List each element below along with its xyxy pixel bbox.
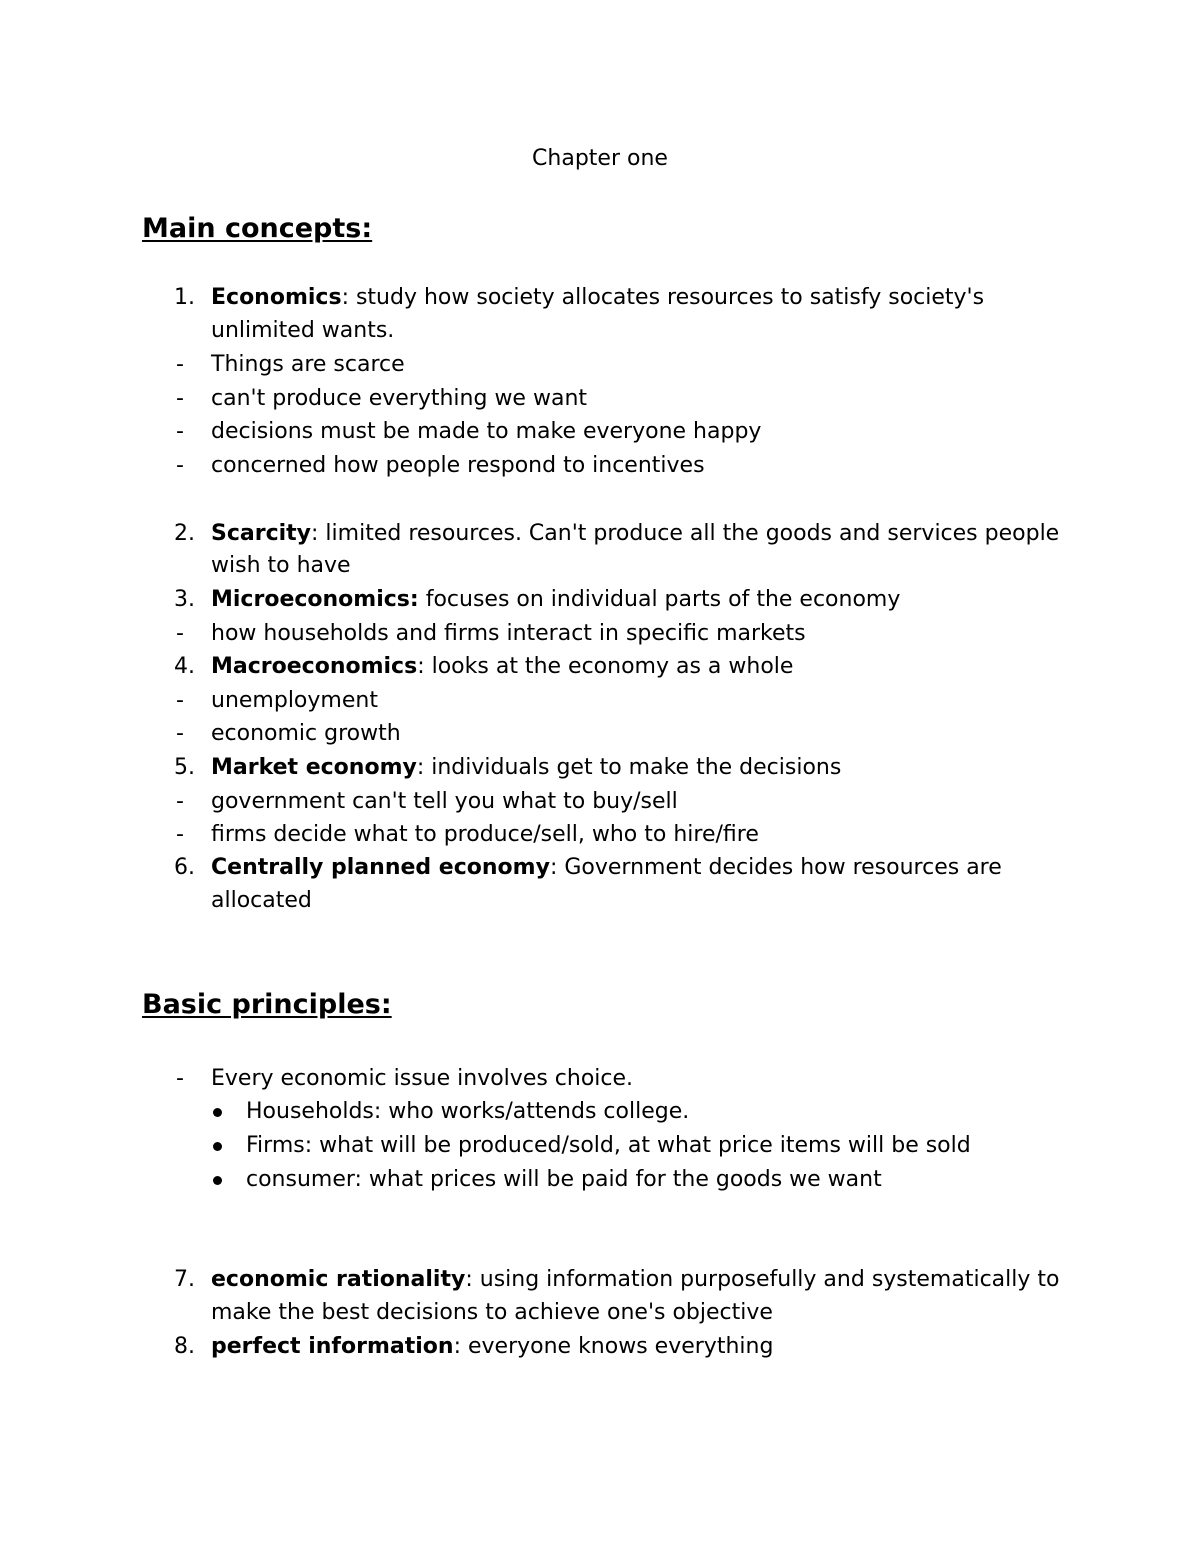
term-definition: : Government decides how resources are <box>549 855 1002 880</box>
list-item-economic-rationality <box>211 1265 1059 1295</box>
list-number: 2. <box>174 521 195 546</box>
list-item-centrally-planned <box>211 853 1002 883</box>
term-label: Market economy <box>211 755 417 780</box>
dash-marker: - <box>176 621 184 646</box>
dash-item: firms decide what to produce/sell, who to hire/fire <box>211 822 759 847</box>
bullet-dot-icon <box>213 1142 222 1151</box>
term-label: Macroeconomics <box>211 654 418 679</box>
dash-marker: - <box>176 822 184 847</box>
list-item-macroeconomics <box>211 652 793 682</box>
list-item-continuation: wish to have <box>211 553 351 578</box>
list-item-microeconomics <box>211 585 900 615</box>
list-item-economics <box>211 283 984 313</box>
term-label: economic rationality <box>211 1267 466 1292</box>
list-item-market-economy <box>211 753 841 783</box>
term-definition: : limited resources. Can't produce all the goods and services people <box>311 521 1060 546</box>
dash-item: government can't tell you what to buy/sell <box>211 789 678 814</box>
dash-item: Every economic issue involves choice. <box>211 1066 634 1091</box>
term-label: Microeconomics: <box>211 587 419 612</box>
dash-item: unemployment <box>211 688 378 713</box>
dash-item: how households and firms interact in specific markets <box>211 621 806 646</box>
dash-marker: - <box>176 453 184 478</box>
dash-item: can't produce everything we want <box>211 386 588 411</box>
document-title: Chapter one <box>532 146 668 171</box>
list-item-perfect-information <box>211 1332 773 1362</box>
term-label: Economics <box>211 285 342 310</box>
dash-marker: - <box>176 721 184 746</box>
dash-item: economic growth <box>211 721 401 746</box>
term-definition: : everyone knows everything <box>453 1334 774 1359</box>
list-number: 4. <box>174 654 195 679</box>
list-number: 1. <box>174 285 195 310</box>
dash-marker: - <box>176 386 184 411</box>
bullet-item: Households: who works/attends college. <box>246 1099 690 1124</box>
dash-marker: - <box>176 789 184 814</box>
list-number: 3. <box>174 587 195 612</box>
term-label: Scarcity <box>211 521 312 546</box>
list-item-scarcity <box>211 519 1059 549</box>
dash-item: Things are scarce <box>211 352 405 377</box>
term-label: perfect information <box>211 1334 454 1359</box>
dash-marker: - <box>176 688 184 713</box>
list-number: 7. <box>174 1267 195 1292</box>
list-number: 8. <box>174 1334 195 1359</box>
term-definition: focuses on individual parts of the economy <box>418 587 901 612</box>
section-heading-main-concepts: Main concepts: <box>142 213 373 244</box>
list-number: 5. <box>174 755 195 780</box>
dash-item: concerned how people respond to incentives <box>211 453 705 478</box>
term-definition: : looks at the economy as a whole <box>417 654 794 679</box>
bullet-item: consumer: what prices will be paid for the goods we want <box>246 1167 882 1192</box>
term-definition: : study how society allocates resources to satisfy society's <box>341 285 985 310</box>
list-number: 6. <box>174 855 195 880</box>
bullet-dot-icon <box>213 1108 222 1117</box>
term-label: Centrally planned economy <box>211 855 550 880</box>
section-heading-basic-principles: Basic principles: <box>142 989 392 1020</box>
dash-marker: - <box>176 352 184 377</box>
dash-marker: - <box>176 419 184 444</box>
term-definition: : individuals get to make the decisions <box>416 755 842 780</box>
term-definition: : using information purposefully and systematically to <box>465 1267 1060 1292</box>
list-item-continuation: allocated <box>211 888 312 913</box>
bullet-dot-icon <box>213 1176 222 1185</box>
list-item-continuation: make the best decisions to achieve one's objective <box>211 1300 773 1325</box>
list-item-continuation: unlimited wants. <box>211 318 395 343</box>
bullet-item: Firms: what will be produced/sold, at what price items will be sold <box>246 1133 971 1158</box>
dash-item: decisions must be made to make everyone happy <box>211 419 762 444</box>
dash-marker: - <box>176 1066 184 1091</box>
